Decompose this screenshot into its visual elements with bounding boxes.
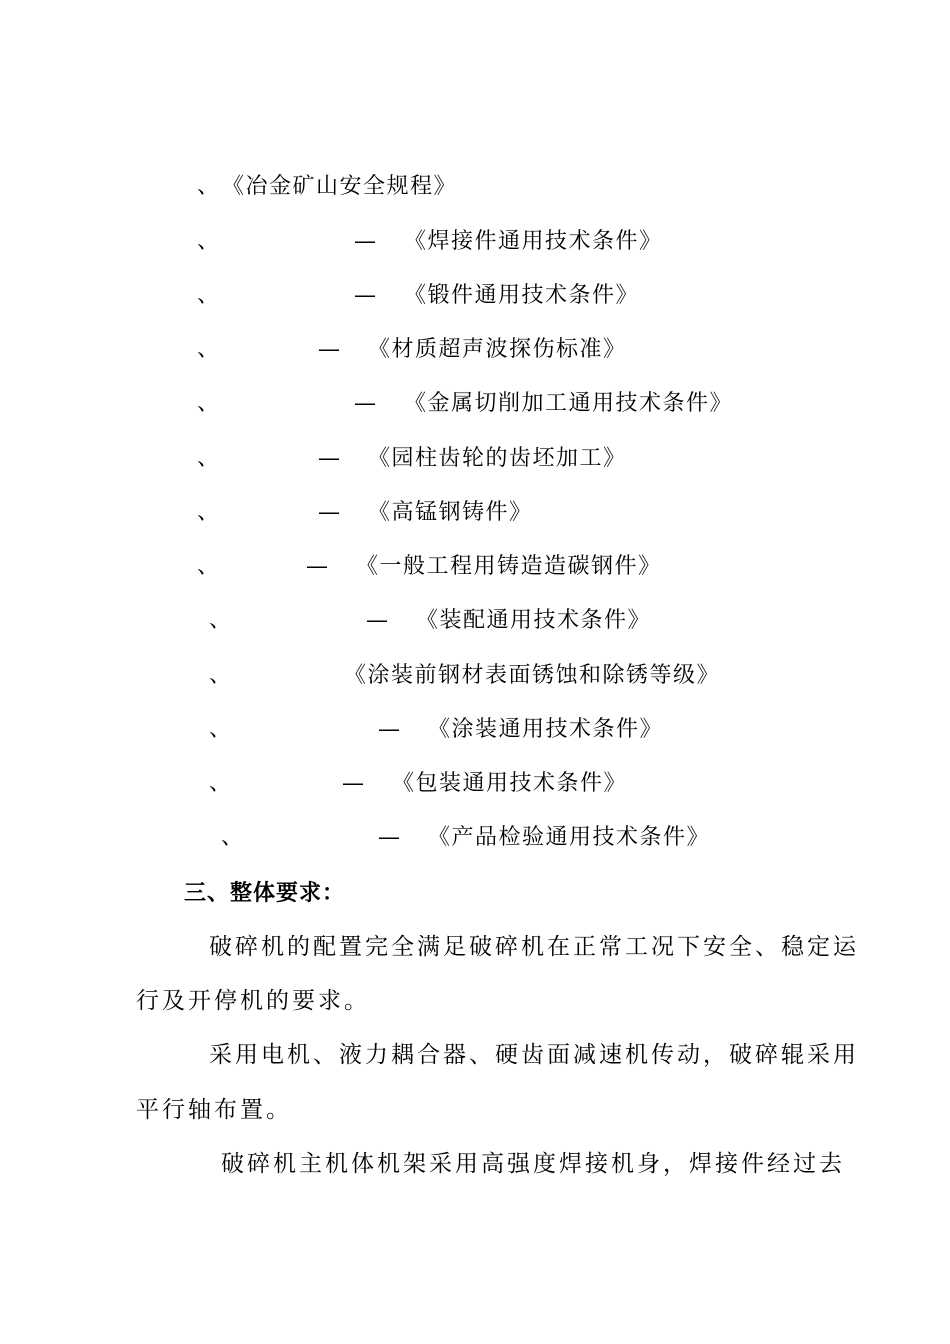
list-separator: 、 <box>221 825 244 850</box>
reference-title: 《园柱齿轮的齿坯加工》 <box>368 446 627 471</box>
reference-title: 《金属切削加工通用技术条件》 <box>404 391 734 416</box>
section-heading: 三、整体要求： <box>184 880 346 906</box>
paragraph-line: 采用电机、液力耦合器、硬齿面减速机传动，破碎辊采用 <box>209 1042 859 1068</box>
list-separator: 、 <box>197 229 220 254</box>
list-separator: 、 <box>209 608 232 633</box>
reference-title: 《冶金矿山安全规程》 <box>222 174 458 199</box>
paragraph-line: 行及开停机的要求。 <box>136 988 370 1014</box>
list-separator: 、 <box>197 337 220 362</box>
paragraph-line: 平行轴布置。 <box>136 1097 292 1123</box>
reference-title: 《装配通用技术条件》 <box>416 608 652 633</box>
list-separator: 、 <box>209 771 232 796</box>
reference-dash: — <box>378 717 400 742</box>
reference-dash: — <box>318 337 340 362</box>
list-separator: 、 <box>197 283 220 308</box>
reference-title: 《产品检验通用技术条件》 <box>428 825 711 850</box>
list-separator: 、 <box>197 500 220 525</box>
paragraph-line: 破碎机的配置完全满足破碎机在正常工况下安全、稳定运 <box>209 934 859 960</box>
reference-title: 《涂装前钢材表面锈蚀和除锈等级》 <box>344 663 721 688</box>
list-separator: 、 <box>197 554 220 579</box>
reference-dash: — <box>378 825 400 850</box>
reference-dash: — <box>354 283 376 308</box>
reference-dash: — <box>342 771 364 796</box>
reference-title: 《高锰钢铸件》 <box>368 500 533 525</box>
list-separator: 、 <box>209 717 232 742</box>
reference-dash: — <box>306 554 328 579</box>
list-separator: 、 <box>197 391 220 416</box>
paragraph-line: 破碎机主机体机架采用高强度焊接机身，焊接件经过去 <box>221 1151 845 1177</box>
reference-title: 《涂装通用技术条件》 <box>428 717 664 742</box>
list-separator: 、 <box>209 663 232 688</box>
reference-title: 《包装通用技术条件》 <box>392 771 628 796</box>
reference-dash: — <box>366 608 388 633</box>
reference-title: 《焊接件通用技术条件》 <box>404 229 663 254</box>
reference-title: 《锻件通用技术条件》 <box>404 283 640 308</box>
reference-dash: — <box>318 500 340 525</box>
list-separator: 、 <box>197 446 220 471</box>
list-separator: 、 <box>197 174 220 199</box>
reference-dash: — <box>354 391 376 416</box>
reference-dash: — <box>354 229 376 254</box>
reference-dash: — <box>318 446 340 471</box>
reference-title: 《一般工程用铸造造碳钢件》 <box>356 554 662 579</box>
reference-title: 《材质超声波探伤标准》 <box>368 337 627 362</box>
